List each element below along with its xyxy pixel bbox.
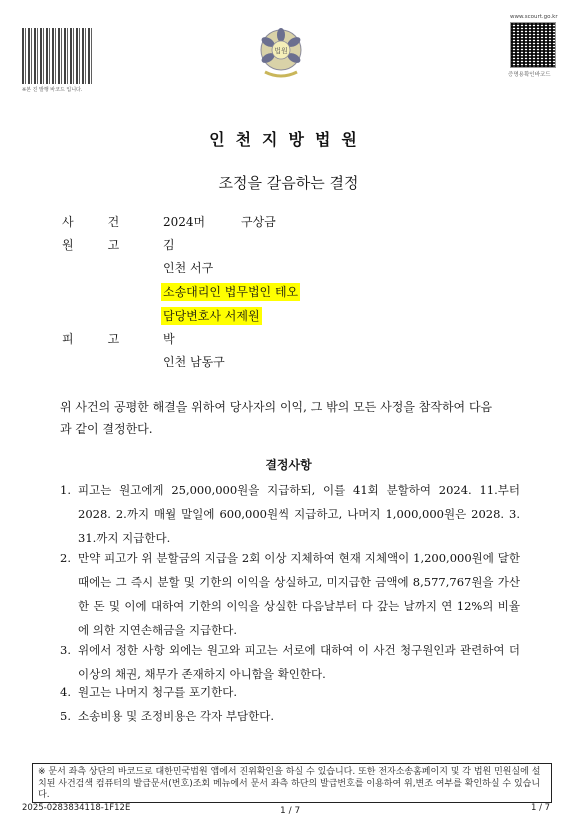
plaintiff-address: 인천 서구 <box>163 261 214 275</box>
decision-item-3 <box>60 638 520 686</box>
item-number: 2. <box>60 551 71 565</box>
item-text: 소송비용 및 조정비용은 각자 부담한다. <box>78 709 275 723</box>
page-number-center: 1 / 7 <box>280 806 301 816</box>
item-text: 만약 피고가 위 분할금의 지급을 2회 이상 지체하여 현재 지체액이 1,200,000원에 달한 때에는 그 즉시 분할 및 기한의 이익을 상실하고, 미지급한 금액에 8,577,767원을 가산한 돈 및 이에 대하여 기한의 이익을 상실한 다음날부터 다 갚는 날까지 연 12%의 비율에 의한 지연손해금을 지급한다. <box>78 551 520 637</box>
item-number: 5. <box>60 709 71 723</box>
decision-item-1 <box>60 478 520 550</box>
section-title: 결정사항 <box>265 458 312 472</box>
document-number: 2025-0283834118-1F12E <box>22 803 131 813</box>
plaintiff-name: 김 <box>163 238 175 252</box>
case-label: 사건 <box>62 215 154 229</box>
verification-notice: ※ 문서 좌측 상단의 바코드로 대한민국법원 앱에서 진위확인을 하실 수 있습니다. 또한 전자소송홈페이지 및 각 법원 민원실에 설치된 사건검색 컴퓨터의 발급문서(번호)조회 메뉴에서 문서 좌측 하단의 발급번호를 이용하여 위,변조 여부를 확인하실 수 있습니다. <box>32 763 552 803</box>
intro-line-2: 과 같이 결정한다. <box>60 422 153 436</box>
plaintiff-agent: 소송대리인 법무법인 테오 <box>163 285 299 299</box>
plaintiff-lawyer: 담당변호사 서제원 <box>163 309 260 323</box>
case-number: 2024머 <box>163 215 206 229</box>
item-number: 3. <box>60 643 71 657</box>
defendant-address: 인천 남동구 <box>163 355 225 369</box>
decision-item-4 <box>60 680 520 704</box>
barcode-left-caption: ※본 진 발행 바코드 입니다. <box>22 87 83 93</box>
item-text: 원고는 나머지 청구를 포기한다. <box>78 685 238 699</box>
item-number: 1. <box>60 483 71 497</box>
page-number-right: 1 / 7 <box>531 803 551 813</box>
item-number: 4. <box>60 685 71 699</box>
court-name: 인천지방법원 <box>209 130 368 149</box>
item-text: 피고는 원고에게 25,000,000원을 지급하되, 이를 41회 분할하여 2024. 11.부터 2028. 2.까지 매월 말일에 600,000원씩 지급하고, 나머지 1,000,000원은 2028. 3. 31.까지 지급한다. <box>78 483 520 545</box>
barcode-left-image <box>22 28 92 84</box>
document-title: 조정을 갈음하는 결정 <box>218 174 359 192</box>
intro-line-1: 위 사건의 공평한 해결을 위하여 당사자의 이익, 그 밖의 모든 사정을 참작하여 다음 <box>60 400 493 414</box>
court-emblem-icon <box>255 26 307 82</box>
defendant-name: 박 <box>163 332 175 346</box>
case-name: 구상금 <box>241 215 276 229</box>
item-text: 위에서 정한 사항 외에는 원고와 피고는 서로에 대하여 이 사건 청구원인과 관련하여 더 이상의 채권, 채무가 존재하지 아니함을 확인한다. <box>78 643 520 681</box>
intro-paragraph <box>60 396 520 440</box>
qr-caption: 증명용확인바코드 <box>508 72 551 78</box>
defendant-label: 피고 <box>62 332 154 346</box>
qr-url: www.scourt.go.kr <box>510 14 558 20</box>
plaintiff-label: 원고 <box>62 238 154 252</box>
decision-item-5 <box>60 704 520 728</box>
decision-item-2 <box>60 546 520 642</box>
emblem-text: 법원 <box>274 47 288 55</box>
qr-code-image <box>510 22 556 68</box>
